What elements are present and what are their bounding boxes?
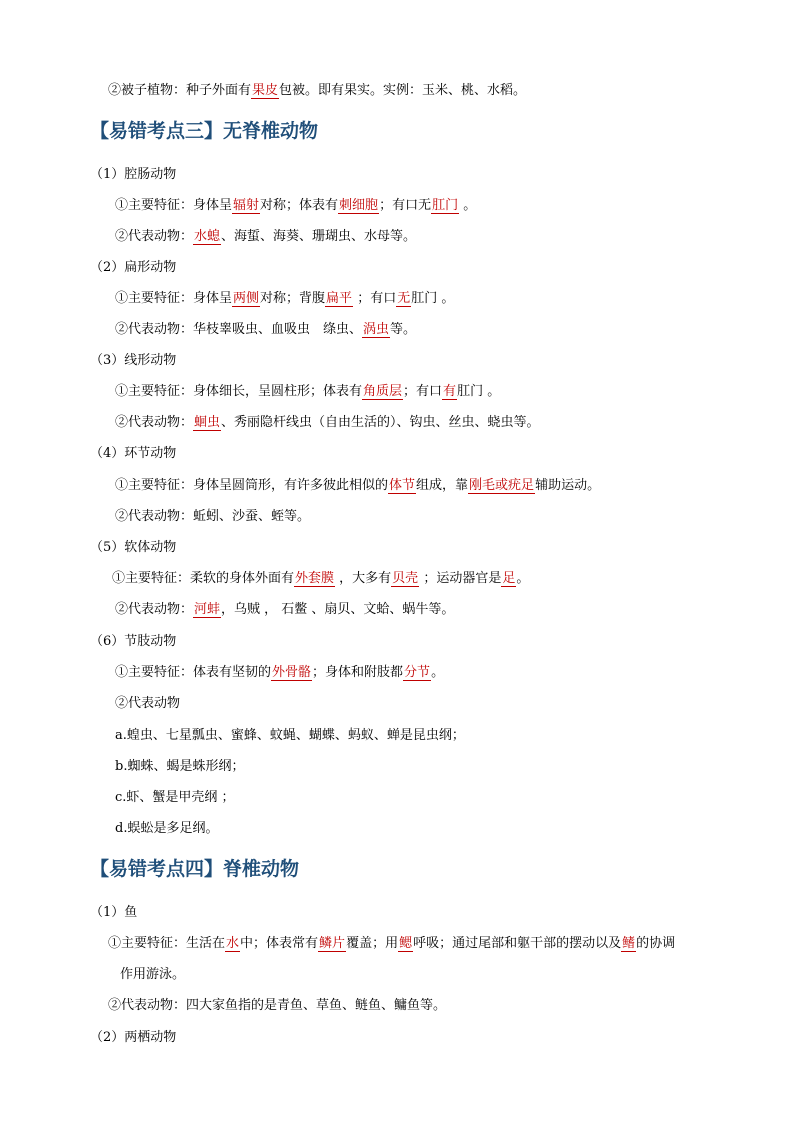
answer-blank: 足 [502,571,516,586]
text-segment: ①主要特征：身体呈 [115,198,233,213]
section-heading-3 [90,119,318,143]
line-l3 [115,228,416,246]
text-segment: 覆盖；用 [346,936,399,951]
text-segment: ②代表动物： [115,602,194,617]
answer-blank: 蛔虫 [194,415,221,430]
text-segment: ②代表动物：蚯蚓、沙蚕、蛭等。 [115,509,311,524]
line-l13 [90,539,176,557]
answer-blank: 两侧 [233,291,260,306]
text-segment: ②代表动物：华枝睾吸虫、血吸虫 绦虫、 [115,322,363,337]
text-segment: ②代表动物： [115,415,194,430]
text-segment: b.蜘蛛、蝎是蛛形纲； [115,759,245,774]
text-segment: d.蜈蚣是多足纲。 [115,821,219,836]
text-segment: （1）腔肠动物 [90,167,177,182]
answer-blank: 肛门 [432,198,459,213]
line-l14 [112,570,529,588]
text-segment: ②代表动物：四大家鱼指的是青鱼、草鱼、鲢鱼、鳙鱼等。 [108,998,447,1013]
text-segment: ①主要特征：身体细长，呈圆柱形；体表有 [115,384,363,399]
line-l6 [115,321,416,339]
text-segment: ；有口无 [379,198,432,213]
line-l12 [115,508,310,526]
text-segment: ；运动器官是 [419,571,502,586]
text-segment: ，乌贼 ， 石鳖 、扇贝、文蛤、蜗牛等。 [221,602,455,617]
line-l20 [115,758,244,776]
text-segment: 、海蜇、海葵、珊瑚虫、水母等。 [221,229,417,244]
text-segment: 【易错考点三】无脊椎动物 [90,120,319,142]
text-segment: 组成，靠 [416,478,469,493]
text-segment: （3）线形动物 [90,353,177,368]
text-segment: 对称；体表有 [260,198,339,213]
text-segment: a.蝗虫、七星瓢虫、蜜蜂、蚊蝇、蝴蝶、蚂蚁、蝉是昆虫纲； [115,728,465,743]
line-l22 [115,820,218,838]
line-l0 [108,82,526,100]
line-l24 [108,935,675,953]
text-segment: 作用游泳。 [120,967,186,982]
line-l10 [90,445,176,463]
text-segment: ①主要特征：生活在 [108,936,226,951]
text-segment: （6）节肢动物 [90,634,177,649]
answer-blank: 刺细胞 [339,198,379,213]
line-l27 [90,1029,176,1047]
line-l15 [115,601,454,619]
answer-blank: 外骨骼 [272,665,312,680]
answer-blank: 有 [443,384,457,399]
text-segment: ；有口 [403,384,443,399]
text-segment: 中；体表常有 [240,936,319,951]
answer-blank: 刚毛或疣足 [469,478,535,493]
text-segment: （4）环节动物 [90,446,177,461]
text-segment: （2）两栖动物 [90,1030,177,1045]
line-l5 [115,290,454,308]
text-segment: （5）软体动物 [90,540,177,555]
line-l7 [90,352,176,370]
text-segment: 。 [516,571,530,586]
answer-blank: 果皮 [252,83,279,98]
answer-blank: 辐射 [233,198,260,213]
line-l23 [90,904,137,922]
line-l16 [90,633,176,651]
text-segment: （2）扁形动物 [90,260,177,275]
line-l19 [115,727,465,745]
answer-blank: 体节 [389,478,416,493]
text-segment: （1）鱼 [90,905,138,920]
text-segment: 等。 [390,322,417,337]
answer-blank: 水螅 [194,229,221,244]
text-segment: 辅助运动。 [535,478,601,493]
text-segment: 呼吸；通过尾部和躯干部的摆动以及 [413,936,622,951]
text-segment: c.虾、蟹是甲壳纲 ； [115,790,235,805]
line-l17 [115,664,444,682]
answer-blank: 扁平 [326,291,353,306]
line-l4 [90,259,176,277]
answer-blank: 贝壳 [392,571,419,586]
text-segment: 【易错考点四】脊椎动物 [90,858,300,880]
line-l26 [108,997,446,1015]
text-segment: 包被。即有果实。实例：玉米、桃、水稻。 [279,83,527,98]
answer-blank: 无 [397,291,411,306]
text-segment: 肛门 。 [457,384,501,399]
line-l8 [115,383,500,401]
text-segment: ①主要特征：身体呈圆筒形，有许多彼此相似的 [115,478,389,493]
line-l21 [115,789,235,807]
line-l9 [115,414,540,432]
text-segment: 对称；背腹 [260,291,326,306]
text-segment: ①主要特征：身体呈 [115,291,233,306]
text-segment: ②被子植物：种子外面有 [108,83,252,98]
answer-blank: 外套膜 [295,571,335,586]
text-segment: 。 [431,665,445,680]
text-segment: ；身体和附肢都 [312,665,404,680]
answer-blank: 河蚌 [194,602,221,617]
text-segment: ②代表动物： [115,229,194,244]
line-l2 [115,197,476,215]
line-l1 [90,166,176,184]
answer-blank: 鳞片 [319,936,346,951]
answer-blank: 分节 [404,665,431,680]
text-segment: 的协调 [636,936,676,951]
text-segment: ①主要特征：柔软的身体外面有 [112,571,295,586]
text-segment: ①主要特征：体表有坚韧的 [115,665,272,680]
text-segment: ②代表动物 [115,696,181,711]
text-segment: 。 [459,198,477,213]
answer-blank: 鳍 [622,936,636,951]
text-segment: ；有口 [353,291,397,306]
section-heading-4 [90,857,299,881]
line-l25 [120,966,185,984]
text-segment: 、秀丽隐杆线虫（自由生活的）、钩虫、丝虫、蛲虫等。 [221,415,540,430]
text-segment: ，大多有 [335,571,392,586]
line-l18 [115,695,180,713]
answer-blank: 鳃 [399,936,413,951]
line-l11 [115,477,600,495]
answer-blank: 水 [226,936,240,951]
text-segment: 肛门 。 [411,291,455,306]
answer-blank: 涡虫 [363,322,390,337]
answer-blank: 角质层 [363,384,403,399]
